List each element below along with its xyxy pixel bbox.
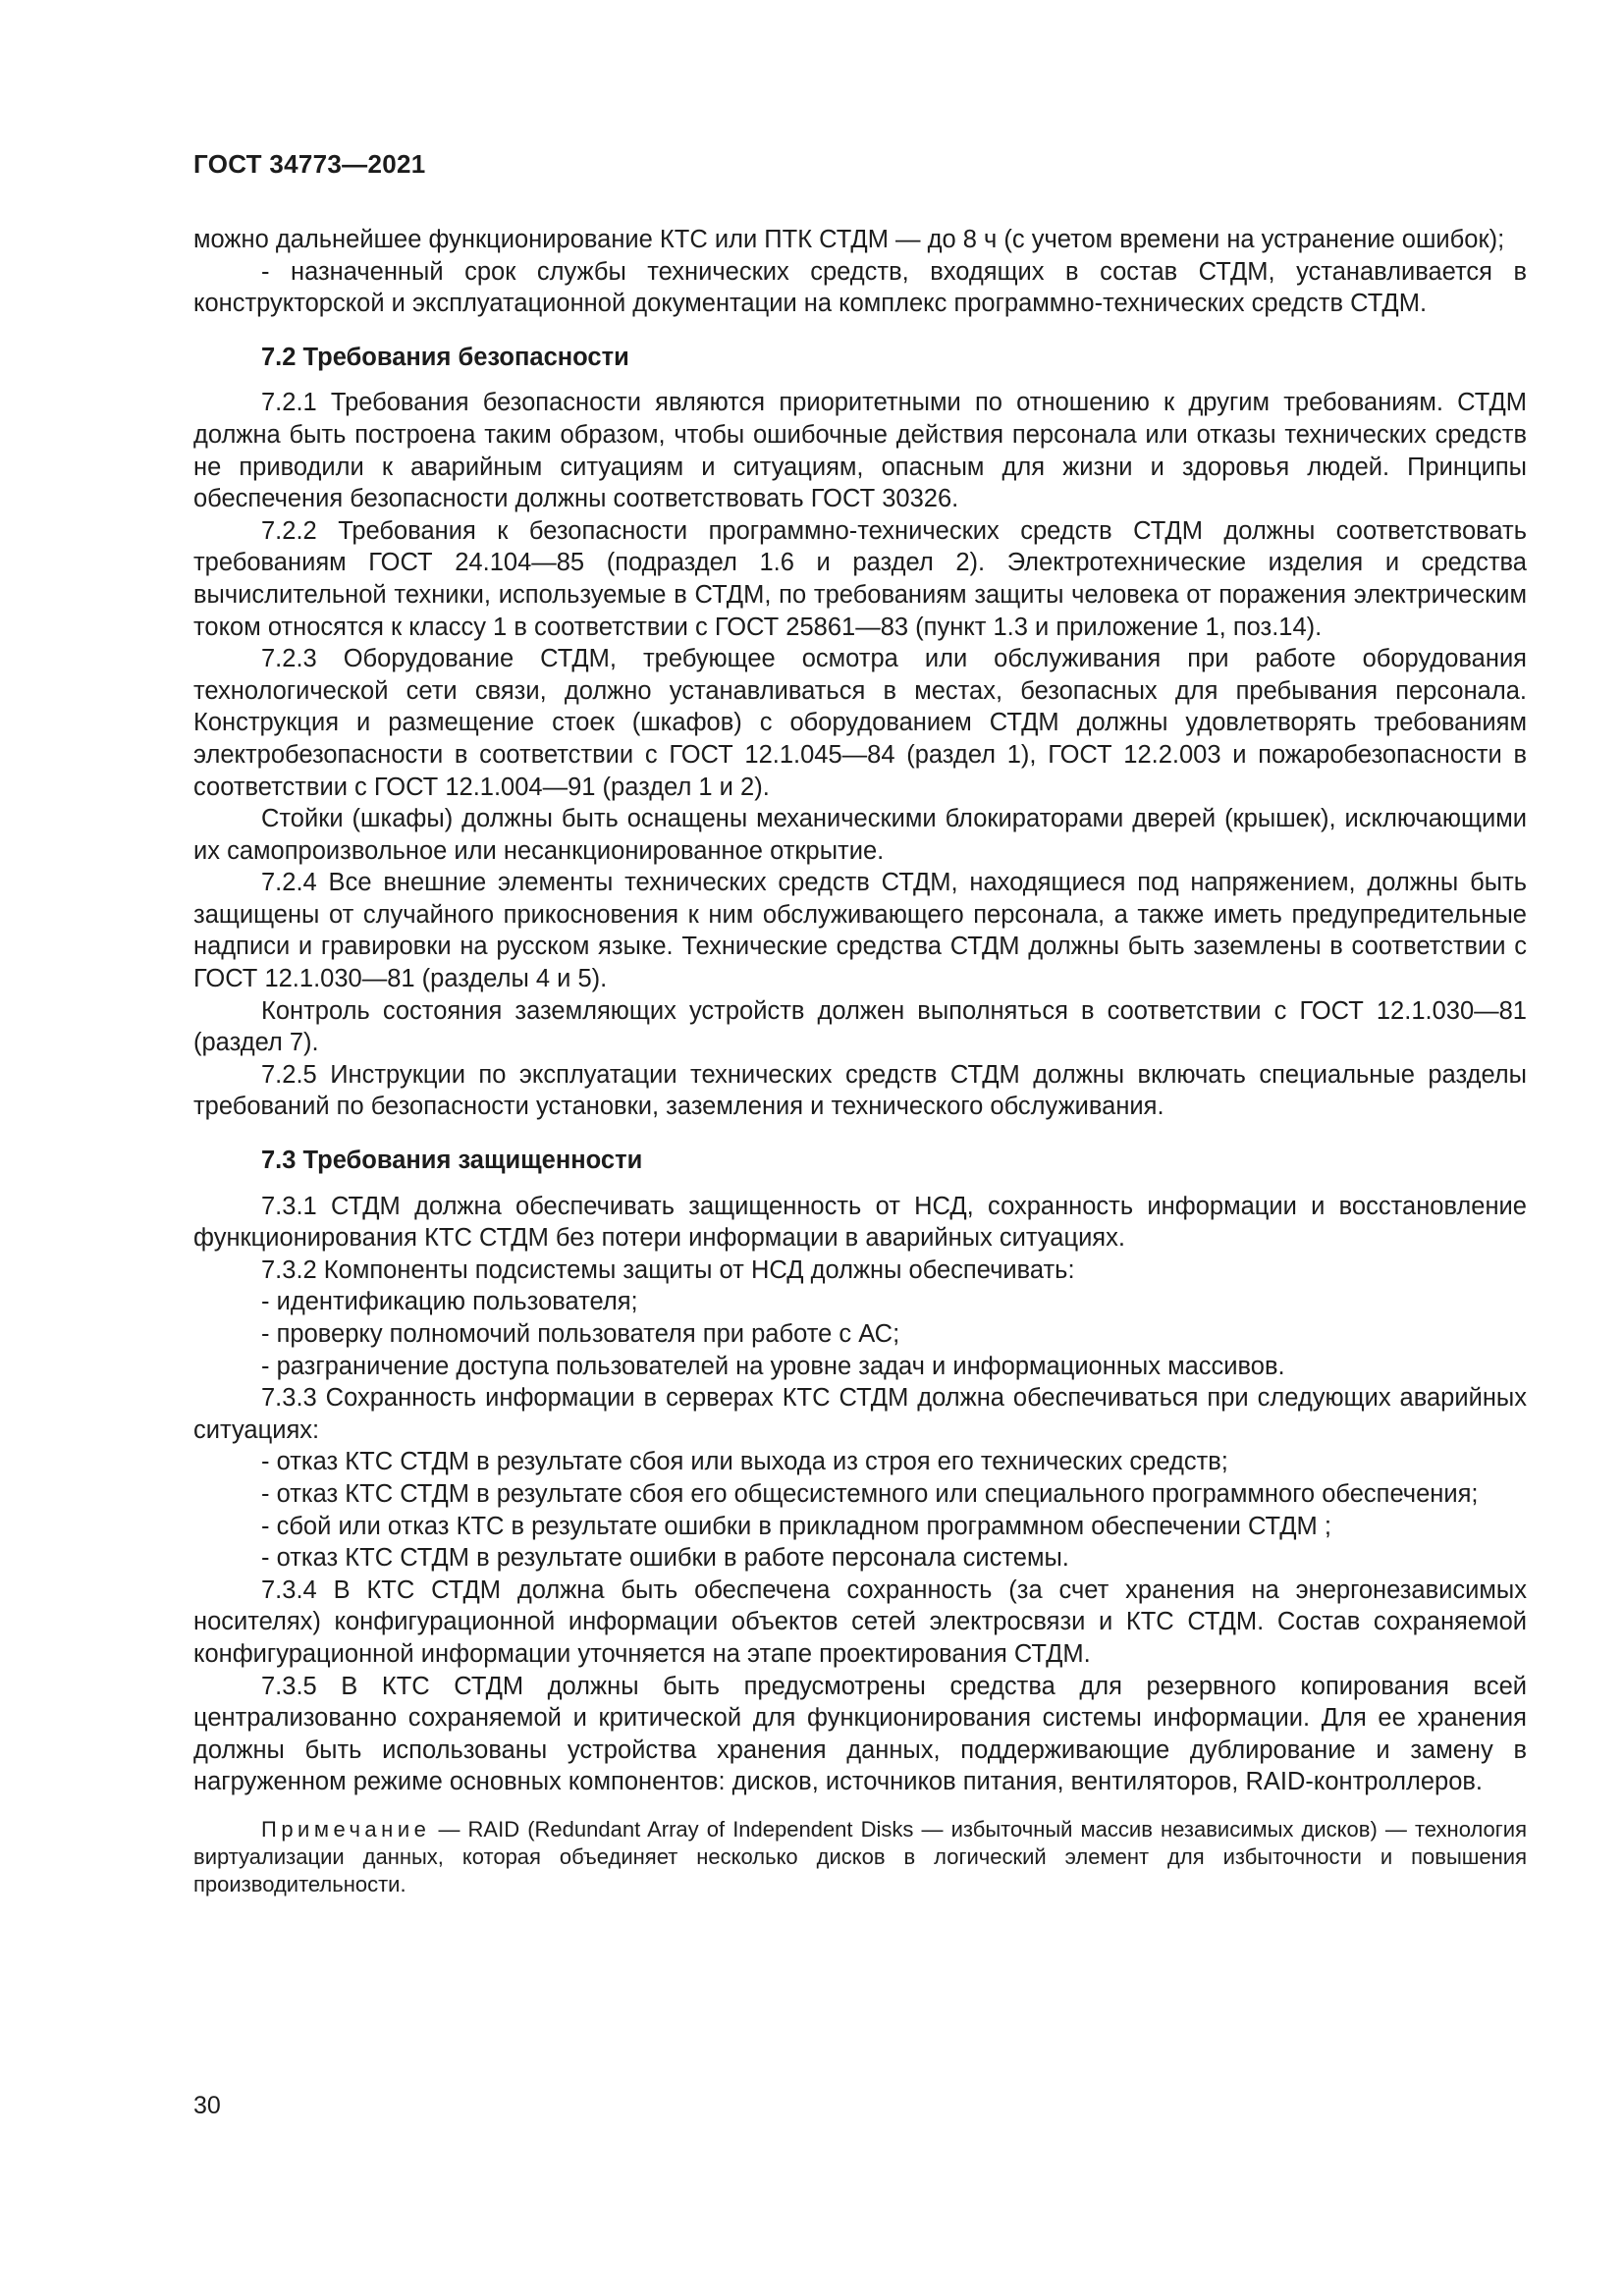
paragraph-7-3-4: 7.3.4 В КТС СТДМ должна быть обеспечена сохранность (за счет хранения на энергонезависимых носителях) конфигурационной информации объектов сетей электросвязи и КТС СТДМ. Состав сохраняемой конфигурационной информации уточняется на этапе проектирования СТДМ. [193,1575,1527,1668]
list-item: - сбой или отказ КТС в результате ошибки в прикладном программном обеспечении СТДМ ; [261,1512,1331,1540]
paragraph-7-2-5: 7.2.5 Инструкции по эксплуатации технических средств СТДМ должны включать специальные разделы требований по безопасности установки, заземления и технического обслуживания. [193,1060,1527,1121]
page-number: 30 [193,2092,221,2119]
paragraph-continuation: можно дальнейшее функционирование КТС или ПТК СТДМ — до 8 ч (с учетом времени на устранение ошибок); [193,226,1505,253]
note-text: — RAID (Redundant Array of Independent Disks — избыточный массив независимых дисков) — технология виртуализации данных, которая объединяет несколько дисков в логический элемент для избыточности и повышения производительности. [193,1816,1527,1896]
section-heading-7-2: 7.2 Требования безопасности [261,343,629,371]
note-label: Примечание [261,1816,431,1842]
list-item: - отказ КТС СТДМ в результате ошибки в работе персонала системы. [261,1544,1069,1573]
section-heading-7-3: 7.3 Требования защищенности [261,1147,643,1175]
paragraph-7-3-5: 7.3.5 В КТС СТДМ должны быть предусмотрены средства для резервного копирования всей централизованно сохраняемой и критической для функционирования системы информации. Для ее хранения должны быть использованы устройства хранения данных, поддерживающие дублирование и замену в нагруженном режиме основных компонентов: дисков, источников питания, вентиляторов, RAID-контроллеров. [193,1672,1527,1796]
list-item: - отказ КТС СТДМ в результате сбоя его общесистемного или специального программного обеспечения; [261,1479,1479,1508]
paragraph-7-2-3-racks: Стойки (шкафы) должны быть оснащены механическими блокираторами дверей (крышек), исключающими их самопроизвольное или несанкционированное открытие. [193,805,1527,865]
paragraph-7-3-2: 7.3.2 Компоненты подсистемы защиты от НСД должны обеспечивать: [261,1255,1075,1284]
document-body [193,224,1527,1898]
paragraph-7-2-2: 7.2.2 Требования к безопасности программно-технических средств СТДМ должны соответствовать требованиям ГОСТ 24.104—85 (подраздел 1.6 и раздел 2). Электротехнические изделия и средства вычислительной техники, используемые в СТДМ, по требованиям защиты человека от поражения электрическим током относятся к классу 1 в соответствии с ГОСТ 25861—83 (пункт 1.3 и приложение 1, поз.14). [193,516,1527,641]
list-item: - проверку полномочий пользователя при работе с АС; [261,1320,900,1348]
footnote-raid [193,1816,1527,1898]
paragraph-7-3-1: 7.3.1 СТДМ должна обеспечивать защищенность от НСД, сохранность информации и восстановление функционирования КТС СТДМ без потери информации в аварийных ситуациях. [193,1192,1527,1253]
paragraph-7-3-3: 7.3.3 Сохранность информации в серверах КТС СТДМ должна обеспечиваться при следующих аварийных ситуациях: [193,1384,1527,1444]
paragraph-7-2-4-grounding: Контроль состояния заземляющих устройств должен выполняться в соответствии с ГОСТ 12.1.030—81 (раздел 7). [193,996,1527,1057]
list-item: - идентификацию пользователя; [261,1288,638,1316]
list-item: - разграничение доступа пользователей на уровне задач и информационных массивов. [261,1352,1285,1380]
paragraph-7-2-1: 7.2.1 Требования безопасности являются приоритетными по отношению к другим требованиям. СТДМ должна быть построена таким образом, чтобы ошибочные действия персонала или отказы технических средств не приводили к аварийным ситуациям и ситуациям, опасным для жизни и здоровья людей. Принципы обеспечения безопасности должны соответствовать ГОСТ 30326. [193,389,1527,513]
paragraph-7-2-3: 7.2.3 Оборудование СТДМ, требующее осмотра или обслуживания при работе оборудования технологической сети связи, должно устанавливаться в местах, безопасных для пребывания персонала. Конструкция и размещение стоек (шкафов) с оборудованием СТДМ должны удовлетворять требованиям электробезопасности в соответствии с ГОСТ 12.1.045—84 (раздел 1), ГОСТ 12.2.003 и пожаробезопасности в соответствии с ГОСТ 12.1.004—91 (раздел 1 и 2). [193,645,1527,801]
document-code-header: ГОСТ 34773—2021 [193,149,426,179]
list-item: - отказ КТС СТДМ в результате сбоя или выхода из строя его технических средств; [261,1448,1228,1476]
paragraph-service-life: - назначенный срок службы технических средств, входящих в состав СТДМ, устанавливается в конструкторской и эксплуатационной документации на комплекс программно-технических средств СТДМ. [193,257,1527,318]
paragraph-7-2-4: 7.2.4 Все внешние элементы технических средств СТДМ, находящиеся под напряжением, должны быть защищены от случайного прикосновения к ним обслуживающего персонала, а также иметь предупредительные надписи и гравировки на русском языке. Технические средства СТДМ должны быть заземлены в соответствии с ГОСТ 12.1.030—81 (разделы 4 и 5). [193,869,1527,993]
